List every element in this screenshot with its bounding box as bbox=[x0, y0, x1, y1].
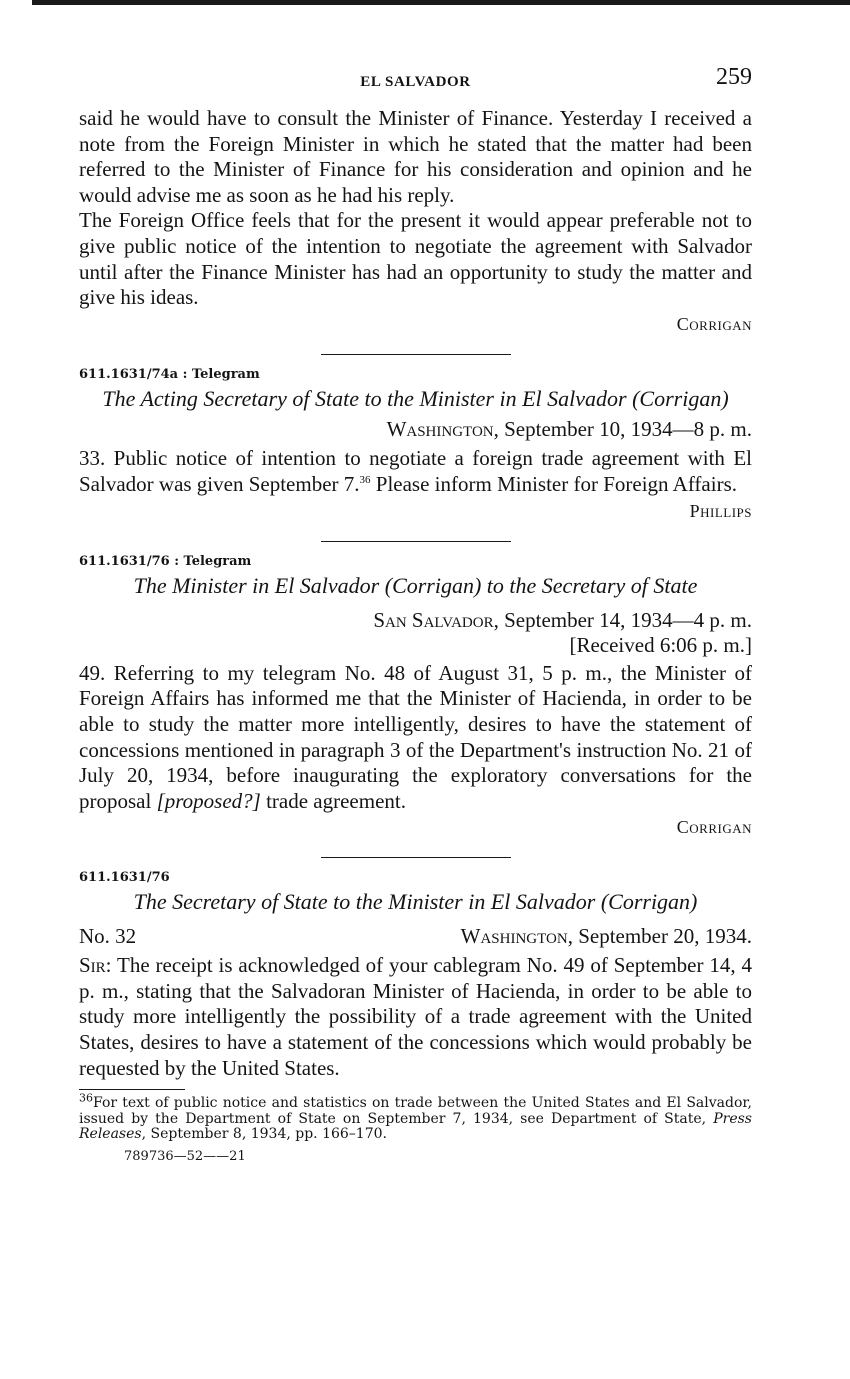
running-head bbox=[79, 62, 752, 96]
document-title: The Minister in El Salvador (Corrigan) to the Secretary of State bbox=[133, 572, 698, 598]
editorial-correction: [proposed?] bbox=[156, 788, 261, 813]
dateline-place: Washington bbox=[460, 924, 568, 949]
top-rule bbox=[32, 0, 850, 5]
received-note: [Received 6:06 p. m.] bbox=[569, 633, 752, 658]
dateline-date: , September 10, 1934—8 p. m. bbox=[493, 416, 752, 441]
page-number: 259 bbox=[716, 64, 752, 90]
telegram-body-text: 49. Referring to my telegram No. 48 of August 31, 5 p. m., the Minister of Foreign Affairs has informed me that the Minister of Hacienda, in order to be able to study the matter more intelligently, desires to have the statement of concessions mentioned in paragraph 3 of the Department's instruction No. 21 of July 20, 1934, before inaugurating the exploratory conversations for the proposal bbox=[79, 660, 752, 813]
file-reference: 611.1631/76 bbox=[79, 870, 170, 886]
continuation-paragraph-1: said he would have to consult the Minister of Finance. Yesterday I received a note from the Foreign Minister in which he stated that the matter had been referred to the Minister of Finance for his consideration and opinion and he would advise me as soon as he had his reply. bbox=[79, 106, 752, 207]
footnote-text-end: , September 8, 1934, pp. 166–170. bbox=[141, 1126, 387, 1143]
telegram-body bbox=[79, 446, 752, 497]
telegram-body-text-end: trade agreement. bbox=[260, 788, 406, 813]
dateline bbox=[79, 417, 752, 443]
telegram-body-text-end: Please inform Minister for Foreign Affairs. bbox=[370, 471, 737, 496]
telegram-body bbox=[79, 661, 752, 815]
footnote-publication: Press Releases bbox=[79, 1110, 752, 1143]
continuation-paragraph-2: The Foreign Office feels that for the present it would appear preferable not to give public notice of the intention to negotiate the agreement with Salvador until after the Finance Minister has had an opportunity to study the matter and give his ideas. bbox=[79, 208, 752, 310]
file-reference: 611.1631/74a : Telegram bbox=[79, 366, 260, 382]
instruction-number: No. 32 bbox=[79, 924, 137, 949]
letter-body-text: The receipt is acknowledged of your cablegram No. 49 of September 14, 4 p. m., stating that the Salvadoran Minister of Hacienda, in order to be able to study more intelligently the possibility of a trade agreement with the United States, desires to have a statement of the concessions which would probably be requested by the United States. bbox=[79, 953, 752, 1080]
section-divider bbox=[321, 354, 511, 355]
dateline-place: San Salvador bbox=[373, 607, 494, 632]
signature-corrigan-1: Corrigan bbox=[676, 313, 752, 334]
footnote-number: 36 bbox=[79, 1091, 93, 1105]
document-title: The Acting Secretary of State to the Minister in El Salvador (Corrigan) bbox=[102, 385, 729, 411]
letter-body bbox=[79, 953, 752, 1081]
printer-mark: 789736—52——21 bbox=[124, 1149, 246, 1165]
dateline-date: , September 14, 1934—4 p. m. bbox=[493, 607, 752, 632]
page bbox=[79, 62, 752, 1164]
instruction-number-line bbox=[79, 924, 752, 951]
dateline-date: , September 20, 1934. bbox=[567, 924, 752, 949]
running-title: EL SALVADOR bbox=[360, 74, 471, 90]
document-title: The Secretary of State to the Minister in El Salvador (Corrigan) bbox=[133, 889, 698, 915]
telegram-body-text: 33. Public notice of intention to negotiate a foreign trade agreement with El Salvador was given September 7. bbox=[79, 446, 752, 496]
footnote-text: For text of public notice and statistics on trade between the United States and El Salvador, issued by the Department of State on September 7, 1934, see Department of State, bbox=[79, 1095, 752, 1127]
section-divider bbox=[321, 857, 511, 858]
footnote bbox=[79, 1091, 752, 1143]
dateline bbox=[461, 924, 752, 950]
section-divider bbox=[321, 541, 511, 542]
footnote-marker: 36 bbox=[359, 473, 371, 486]
dateline bbox=[79, 608, 752, 634]
salutation: Sir: bbox=[79, 953, 112, 978]
dateline-place: Washington bbox=[386, 416, 494, 441]
signature-phillips: Phillips bbox=[689, 500, 752, 521]
signature-corrigan-2: Corrigan bbox=[676, 817, 752, 838]
file-reference: 611.1631/76 : Telegram bbox=[79, 553, 252, 569]
footnote-rule bbox=[79, 1089, 185, 1090]
